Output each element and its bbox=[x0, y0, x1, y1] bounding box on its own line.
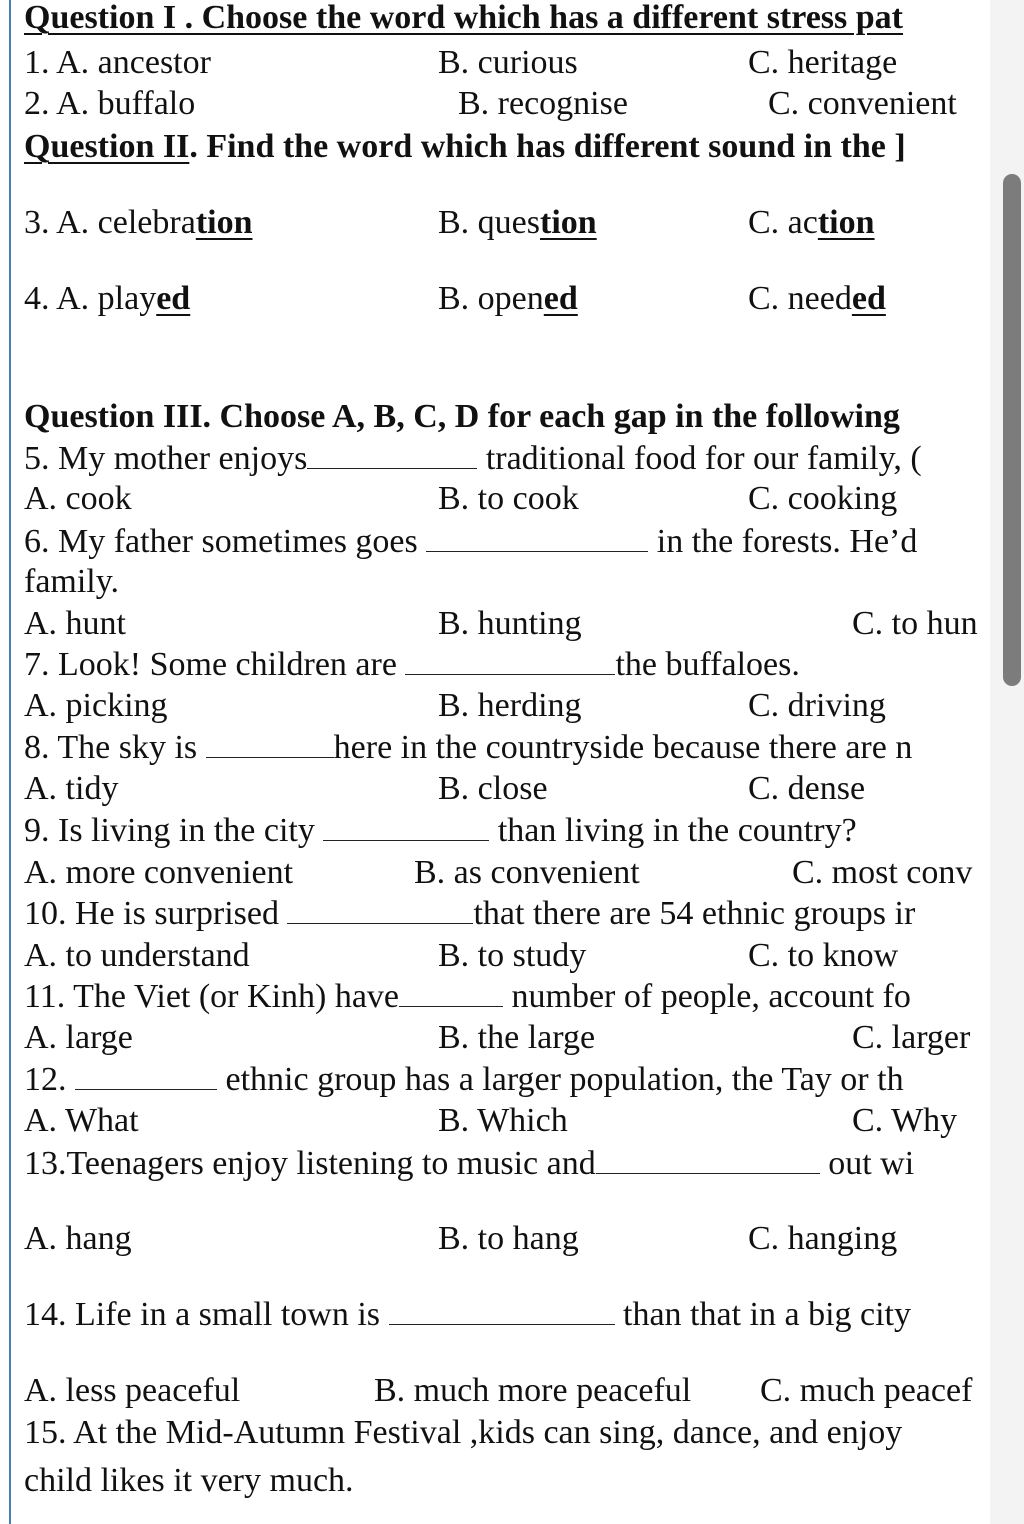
q2-item-3-option-c: C. action bbox=[748, 204, 875, 241]
answer-blank bbox=[426, 523, 648, 552]
question-stem: 5. My mother enjoys traditional food for our family, ( bbox=[24, 440, 922, 477]
option-c: C. most conv bbox=[792, 854, 973, 891]
q1-item-2-option-a: 2. A. buffalo bbox=[24, 85, 196, 122]
option-a: A. hang bbox=[24, 1220, 132, 1257]
option-c: C. hanging bbox=[748, 1220, 898, 1257]
option-b: B. to hang bbox=[438, 1220, 579, 1257]
option-c: C. to hun bbox=[852, 605, 978, 642]
option-a: A. large bbox=[24, 1019, 133, 1056]
q2-item-3-option-a: 3. A. celebration bbox=[24, 204, 253, 241]
option-b: B. hunting bbox=[438, 605, 582, 642]
answer-blank bbox=[75, 1061, 217, 1090]
option-a: A. cook bbox=[24, 480, 132, 517]
answer-blank bbox=[287, 895, 473, 924]
answer-blank bbox=[596, 1145, 820, 1174]
q1-heading: Question I . Choose the word which has a different stress pat bbox=[24, 0, 904, 36]
answer-blank bbox=[323, 812, 489, 841]
question-stem-line-2: family. bbox=[24, 563, 120, 600]
option-a: A. tidy bbox=[24, 770, 119, 807]
option-b: B. to cook bbox=[438, 480, 579, 517]
question-stem: 14. Life in a small town is than that in a big city bbox=[24, 1296, 912, 1333]
question-stem: 12. ethnic group has a larger population, the Tay or th bbox=[24, 1061, 904, 1098]
scrollbar-thumb[interactable] bbox=[1003, 174, 1021, 686]
question-stem-line-2: child likes it very much. bbox=[24, 1462, 354, 1499]
page-edge-line bbox=[9, 0, 11, 1524]
q2-item-4-option-a: 4. A. played bbox=[24, 280, 191, 317]
q3-heading: Question III. Choose A, B, C, D for each gap in the following bbox=[24, 398, 900, 435]
answer-blank bbox=[307, 440, 477, 469]
question-stem: 10. He is surprised that there are 54 ethnic groups ir bbox=[24, 895, 916, 932]
answer-blank bbox=[405, 646, 615, 675]
option-a: A. picking bbox=[24, 687, 168, 724]
question-stem: 15. At the Mid-Autumn Festival ,kids can sing, dance, and enjoy bbox=[24, 1414, 903, 1451]
question-stem: 13.Teenagers enjoy listening to music and out wi bbox=[24, 1145, 915, 1182]
option-c: C. much peacef bbox=[760, 1372, 973, 1409]
answer-blank bbox=[389, 1296, 615, 1325]
option-a: A. What bbox=[24, 1102, 139, 1139]
question-stem: 8. The sky is here in the countryside because there are n bbox=[24, 729, 913, 766]
option-a: A. hunt bbox=[24, 605, 126, 642]
option-c: C. driving bbox=[748, 687, 886, 724]
q1-item-2-option-b: B. recognise bbox=[458, 85, 628, 122]
answer-blank bbox=[399, 978, 503, 1007]
answer-blank bbox=[206, 729, 334, 758]
option-b: B. close bbox=[438, 770, 548, 807]
scrollbar-track[interactable] bbox=[990, 0, 1024, 1524]
q1-item-1-option-a: 1. A. ancestor bbox=[24, 44, 211, 81]
option-c: C. Why bbox=[852, 1102, 958, 1139]
question-stem: 7. Look! Some children are the buffaloes. bbox=[24, 646, 800, 683]
option-c: C. larger bbox=[852, 1019, 971, 1056]
option-b: B. much more peaceful bbox=[374, 1372, 692, 1409]
option-c: C. dense bbox=[748, 770, 866, 807]
question-stem: 9. Is living in the city than living in the country? bbox=[24, 812, 857, 849]
q1-item-2-option-c: C. convenient bbox=[768, 85, 957, 122]
option-a: A. less peaceful bbox=[24, 1372, 241, 1409]
q2-item-3-option-b: B. question bbox=[438, 204, 597, 241]
option-b: B. the large bbox=[438, 1019, 596, 1056]
q2-item-4-option-c: C. needed bbox=[748, 280, 886, 317]
q1-item-1-option-b: B. curious bbox=[438, 44, 578, 81]
question-stem: 11. The Viet (or Kinh) have number of people, account fo bbox=[24, 978, 911, 1015]
option-b: B. Which bbox=[438, 1102, 568, 1139]
option-b: B. as convenient bbox=[414, 854, 640, 891]
question-stem: 6. My father sometimes goes in the forests. He’d bbox=[24, 523, 918, 560]
q1-item-1-option-c: C. heritage bbox=[748, 44, 898, 81]
q2-item-4-option-b: B. opened bbox=[438, 280, 578, 317]
option-a: A. more convenient bbox=[24, 854, 294, 891]
option-c: C. to know bbox=[748, 937, 899, 974]
q2-heading: Question II. Find the word which has different sound in the ] bbox=[24, 128, 906, 165]
option-b: B. to study bbox=[438, 937, 587, 974]
option-b: B. herding bbox=[438, 687, 582, 724]
option-c: C. cooking bbox=[748, 480, 898, 517]
option-a: A. to understand bbox=[24, 937, 250, 974]
